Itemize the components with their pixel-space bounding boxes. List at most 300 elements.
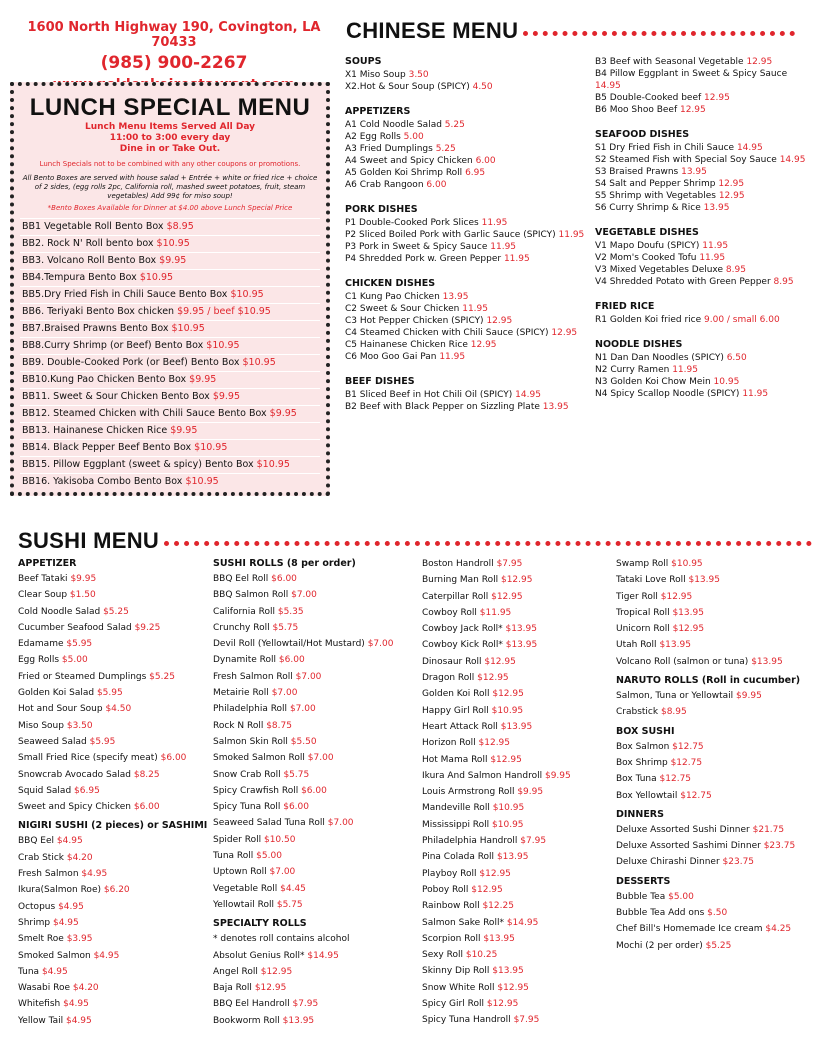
item-name: Fresh Salmon Roll xyxy=(213,671,293,682)
item-price: $4.20 xyxy=(72,983,99,994)
item-name: Spicy Tuna Handroll xyxy=(422,1015,511,1026)
spacer xyxy=(595,288,810,301)
item-price: $6.00 xyxy=(301,785,327,796)
item-name: B6 Moo Shoo Beef xyxy=(595,105,678,115)
item-name: X1 Miso Soup xyxy=(345,70,406,80)
item-price: 11.95 xyxy=(503,254,530,264)
item-name: Dinosaur Roll xyxy=(422,656,482,667)
menu-item xyxy=(20,371,320,388)
item-price: 4.50 xyxy=(472,82,493,92)
menu-item xyxy=(213,652,418,668)
item-price: $5.00 xyxy=(256,851,282,862)
item-name: BB5.Dry Fried Fish in Chili Sauce Bento Box xyxy=(22,289,228,300)
item-name: Tataki Love Roll xyxy=(616,575,686,586)
menu-item xyxy=(18,899,210,915)
menu-item xyxy=(345,303,587,315)
menu-item xyxy=(18,718,210,734)
item-price: 12.95 xyxy=(718,179,745,189)
item-price: $13.95 xyxy=(282,1015,315,1026)
item-price: 10.95 xyxy=(713,377,740,387)
menu-item xyxy=(422,784,612,800)
category-heading: SUSHI ROLLS (8 per order) xyxy=(213,558,356,569)
menu-item xyxy=(422,947,612,963)
item-price: $7.00 xyxy=(269,867,296,878)
menu-item xyxy=(213,799,418,815)
item-price: 11.95 xyxy=(699,253,726,263)
item-price: $10.50 xyxy=(263,834,296,845)
item-price: $12.95 xyxy=(260,966,293,977)
menu-item xyxy=(422,898,612,914)
item-price: $13.95 xyxy=(492,966,524,977)
item-name: BB6. Teriyaki Bento Box chicken xyxy=(22,306,175,317)
item-name: Dynamite Roll xyxy=(213,655,277,666)
item-price: 11.95 xyxy=(702,241,729,251)
menu-item xyxy=(595,388,810,400)
item-name: Bookworm Roll xyxy=(213,1015,280,1026)
item-price: 12.95 xyxy=(746,57,773,67)
item-price: $13.95 xyxy=(505,624,537,635)
menu-item xyxy=(422,931,612,947)
menu-item xyxy=(20,388,320,405)
category-heading: DESSERTS xyxy=(616,875,671,887)
menu-item xyxy=(20,337,320,354)
item-name: S2 Steamed Fish with Special Soy Sauce xyxy=(595,155,777,165)
menu-item xyxy=(422,719,612,735)
item-price: $9.95 / beef $10.95 xyxy=(177,306,271,317)
category-heading: BOX SUSHI xyxy=(616,725,675,737)
menu-item xyxy=(345,131,587,143)
menu-item xyxy=(422,654,612,670)
item-price: 13.95 xyxy=(703,203,730,213)
item-price: $13.95 xyxy=(505,640,538,651)
category-heading: DINNERS xyxy=(616,808,664,820)
item-name: Hot Mama Roll xyxy=(422,754,488,765)
item-price: $10.95 xyxy=(185,476,219,487)
item-name: Mochi (2 per order) xyxy=(616,940,703,951)
spacer xyxy=(345,265,587,278)
category-heading: VEGETABLE DISHES xyxy=(595,227,699,238)
item-name: Spicy Crawfish Roll xyxy=(213,785,299,796)
menu-item xyxy=(345,253,587,265)
sushi-column-2 xyxy=(213,556,418,1029)
menu-item xyxy=(595,142,810,154)
item-name: Golden Koi Roll xyxy=(422,689,490,700)
spacer xyxy=(345,363,587,376)
menu-item xyxy=(422,980,612,996)
item-price: 14.95 xyxy=(779,155,806,165)
item-name: A3 Fried Dumplings xyxy=(345,144,433,154)
menu-item xyxy=(345,229,587,241)
item-price: $6.00 xyxy=(133,802,160,813)
item-price: 9.00 / small 6.00 xyxy=(704,315,780,325)
item-price: 5.00 xyxy=(403,132,424,142)
menu-item xyxy=(18,833,210,849)
menu-item xyxy=(422,768,612,784)
item-name: Tiger Roll xyxy=(616,591,658,602)
item-name: C4 Steamed Chicken with Chili Sauce (SPICY) xyxy=(345,328,549,338)
item-price: $9.95 xyxy=(159,255,187,266)
lunch-hours-line2: 11:00 to 3:00 every day xyxy=(109,133,231,143)
item-name: Snow White Roll xyxy=(422,982,495,993)
item-name: Squid Salad xyxy=(18,785,72,796)
item-price: $4.95 xyxy=(58,901,84,912)
menu-item xyxy=(345,167,587,179)
item-price: 8.95 xyxy=(725,265,746,275)
item-name: B1 Sliced Beef in Hot Chili Oil (SPICY) xyxy=(345,390,513,400)
item-price: $12.95 xyxy=(477,673,509,684)
item-name: Cold Noodle Salad xyxy=(18,606,101,617)
menu-item xyxy=(20,235,320,252)
item-name: Whitefish xyxy=(18,999,61,1010)
item-price: $7.95 xyxy=(520,836,547,847)
item-name: S1 Dry Fried Fish in Chili Sauce xyxy=(595,143,735,153)
item-price: 12.95 xyxy=(551,328,578,338)
item-price: $10.25 xyxy=(465,950,498,961)
item-name: P1 Double-Cooked Pork Slices xyxy=(345,218,479,228)
menu-item xyxy=(213,848,418,864)
category-heading: BEEF DISHES xyxy=(345,376,415,387)
item-name: Caterpillar Roll xyxy=(422,591,489,602)
item-price: $5.50 xyxy=(290,736,317,747)
menu-item xyxy=(18,866,210,882)
item-name: C3 Hot Pepper Chicken (SPICY) xyxy=(345,316,484,326)
item-name: B5 Double-Cooked beef xyxy=(595,93,702,103)
item-name: Vegetable Roll xyxy=(213,883,278,894)
menu-item xyxy=(18,915,210,931)
item-name: Happy Girl Roll xyxy=(422,705,489,716)
menu-item xyxy=(213,996,418,1012)
item-name: Mandeville Roll xyxy=(422,803,490,814)
item-price: $10.95 xyxy=(492,819,524,830)
menu-item xyxy=(18,850,210,866)
item-price: $13.95 xyxy=(672,607,704,618)
item-name: Unicorn Roll xyxy=(616,624,670,635)
item-name: Snowcrab Avocado Salad xyxy=(18,769,131,780)
item-price: $3.95 xyxy=(66,934,93,945)
item-price: $12.25 xyxy=(482,901,514,912)
item-name: P4 Shredded Pork w. Green Pepper xyxy=(345,254,502,264)
menu-item xyxy=(616,688,812,704)
item-name: Octopus xyxy=(18,901,56,912)
item-price: $23.75 xyxy=(722,857,755,868)
item-name: Salmon Sake Roll* xyxy=(422,917,504,928)
item-price: $5.00 xyxy=(668,891,694,902)
item-price: $5.25 xyxy=(149,671,175,682)
item-name: S4 Salt and Pepper Shrimp xyxy=(595,179,716,189)
item-name: C1 Kung Pao Chicken xyxy=(345,292,440,302)
item-name: BB1 Vegetable Roll Bento Box xyxy=(22,221,164,232)
item-price: $10.95 xyxy=(139,272,174,283)
item-name: V2 Mom's Cooked Tofu xyxy=(595,253,697,263)
item-name: X2.Hot & Sour Soup (SPICY) xyxy=(345,82,470,92)
item-price: $12.95 xyxy=(660,591,693,602)
menu-item xyxy=(20,286,320,303)
item-name: B4 Pillow Eggplant in Sweet & Spicy Sauce xyxy=(595,69,788,79)
menu-item xyxy=(422,800,612,816)
menu-item xyxy=(345,291,587,303)
item-name: V1 Mapo Doufu (SPICY) xyxy=(595,241,700,251)
item-price: 6.00 xyxy=(426,180,447,190)
item-name: Swamp Roll xyxy=(616,559,669,569)
item-price: $12.95 xyxy=(490,754,522,765)
item-price: $13.95 xyxy=(483,933,515,944)
menu-item xyxy=(20,405,320,422)
item-name: Tropical Roll xyxy=(616,607,670,618)
chinese-menu-title: CHINESE MENU xyxy=(346,18,519,43)
item-name: C6 Moo Goo Gai Pan xyxy=(345,352,437,362)
item-name: Hot and Sour Soup xyxy=(18,704,103,715)
menu-item xyxy=(616,654,812,670)
item-name: Cowboy Kick Roll* xyxy=(422,640,503,651)
menu-item xyxy=(345,401,587,413)
item-price: $10.95 xyxy=(230,289,264,300)
menu-item xyxy=(422,849,612,865)
item-price: $12.75 xyxy=(672,741,704,752)
item-price: 14.95 xyxy=(736,143,763,153)
item-price: $5.95 xyxy=(66,639,93,650)
item-name: BB13. Hainanese Chicken Rice xyxy=(22,425,168,436)
item-price: 6.50 xyxy=(726,353,747,363)
item-price: 14.95 xyxy=(595,81,621,91)
menu-item xyxy=(595,314,810,326)
item-price: 5.25 xyxy=(444,120,465,130)
menu-item xyxy=(616,921,812,937)
menu-item xyxy=(595,264,810,276)
menu-item xyxy=(422,703,612,719)
menu-item xyxy=(213,815,418,831)
item-name: * denotes roll contains alcohol xyxy=(213,934,350,945)
menu-item xyxy=(345,155,587,167)
item-price: $4.95 xyxy=(41,966,68,977)
item-name: Ikura(Salmon Roe) xyxy=(18,885,101,896)
item-name: Chef Bill's Homemade Ice cream xyxy=(616,924,763,935)
item-name: N3 Golden Koi Chow Mein xyxy=(595,377,711,387)
menu-item xyxy=(18,652,210,668)
heading-divider xyxy=(164,541,812,546)
menu-item xyxy=(213,620,418,636)
item-name: A6 Crab Rangoon xyxy=(345,180,424,190)
menu-item xyxy=(213,897,418,913)
item-price: $12.95 xyxy=(497,982,529,993)
menu-item xyxy=(595,376,810,388)
item-name: Golden Koi Salad xyxy=(18,688,95,699)
item-price: $7.00 xyxy=(295,671,322,682)
lunch-hours-line1: Lunch Menu Items Served All Day xyxy=(84,122,256,132)
menu-item xyxy=(20,354,320,371)
item-name: Yellowtail Roll xyxy=(213,899,274,910)
menu-item xyxy=(18,669,210,685)
menu-item xyxy=(616,621,812,637)
sushi-column-1 xyxy=(18,556,210,1029)
item-name: BB7.Braised Prawns Bento Box xyxy=(22,323,169,334)
item-price: $12.75 xyxy=(670,757,703,768)
item-name: Crab Stick xyxy=(18,852,64,863)
category-heading: CHICKEN DISHES xyxy=(345,278,436,289)
menu-item xyxy=(18,964,210,980)
menu-item xyxy=(616,771,812,787)
item-name: Louis Armstrong Roll xyxy=(422,787,515,798)
menu-item xyxy=(18,1013,210,1029)
category-heading: NIGIRI SUSHI (2 pieces) or SASHIMI xyxy=(18,820,208,832)
menu-item xyxy=(213,669,418,685)
menu-item xyxy=(616,938,812,954)
menu-item xyxy=(213,931,418,947)
menu-item xyxy=(18,701,210,717)
menu-item xyxy=(213,750,418,766)
menu-item xyxy=(213,881,418,897)
menu-item xyxy=(616,755,812,771)
item-name: Crunchy Roll xyxy=(213,622,270,633)
menu-item xyxy=(213,636,418,652)
item-name: B2 Beef with Black Pepper on Sizzling Plate xyxy=(345,402,540,412)
item-name: Sexy Roll xyxy=(422,950,463,961)
spacer xyxy=(595,116,810,129)
item-name: N2 Curry Ramen xyxy=(595,365,670,375)
spacer xyxy=(345,93,587,106)
item-name: Playboy Roll xyxy=(422,868,477,879)
item-name: Box Salmon xyxy=(616,741,670,752)
item-price: $7.00 xyxy=(291,590,317,601)
menu-item xyxy=(616,572,812,588)
menu-item xyxy=(616,905,812,921)
menu-item xyxy=(213,587,418,603)
menu-item xyxy=(213,685,418,701)
item-price: $9.95 xyxy=(269,408,297,419)
item-price: $9.95 xyxy=(736,691,762,702)
menu-item xyxy=(213,948,418,964)
menu-item xyxy=(213,604,418,620)
item-price: $7.00 xyxy=(271,688,298,699)
bento-list xyxy=(20,218,320,490)
item-name: Deluxe Chirashi Dinner xyxy=(616,857,720,868)
menu-item xyxy=(213,864,418,880)
menu-item xyxy=(595,56,810,68)
item-price: $9.95 xyxy=(189,374,217,385)
item-name: Scorpion Roll xyxy=(422,933,481,944)
item-price: $7.00 xyxy=(327,818,354,829)
item-price: 5.25 xyxy=(435,144,456,154)
item-name: BB4.Tempura Bento Box xyxy=(22,272,137,283)
item-name: Volcano Roll (salmon or tuna) xyxy=(616,656,749,667)
item-price: 12.95 xyxy=(718,191,745,201)
item-name: Horizon Roll xyxy=(422,738,476,749)
menu-item xyxy=(595,166,810,178)
category-heading: APPETIZER xyxy=(18,558,77,569)
sushi-column-3 xyxy=(422,556,612,1029)
item-price: $4.95 xyxy=(81,869,108,880)
item-price: $6.00 xyxy=(283,802,309,813)
item-price: 12.95 xyxy=(470,340,497,350)
sushi-menu-heading xyxy=(18,528,812,554)
item-price: $10.95 xyxy=(671,559,703,569)
item-name: Skinny Dip Roll xyxy=(422,966,490,977)
item-name: Small Fried Rice (specify meat) xyxy=(18,753,158,764)
heading-divider xyxy=(523,31,795,36)
item-price: $8.75 xyxy=(266,720,292,731)
menu-item xyxy=(213,734,418,750)
item-name: BB10.Kung Pao Chicken Bento Box xyxy=(22,374,187,385)
category-heading: NOODLE DISHES xyxy=(595,339,683,350)
item-name: Seaweed Salad Tuna Roll xyxy=(213,818,325,829)
menu-item xyxy=(20,218,320,235)
menu-item xyxy=(595,104,810,116)
menu-item xyxy=(616,788,812,804)
menu-item xyxy=(213,832,418,848)
item-price: $4.50 xyxy=(105,704,132,715)
address: 1600 North Highway 190, Covington, LA 70433 xyxy=(27,20,321,50)
menu-item xyxy=(20,252,320,269)
menu-item xyxy=(345,327,587,339)
menu-item xyxy=(18,571,210,587)
menu-item xyxy=(345,241,587,253)
item-name: Smoked Salmon Roll xyxy=(213,753,305,764)
menu-item xyxy=(595,240,810,252)
item-price: $9.95 xyxy=(70,574,97,584)
item-price: $11.95 xyxy=(479,607,512,618)
item-price: 11.95 xyxy=(672,365,698,375)
item-name: Ikura And Salmon Handroll xyxy=(422,770,543,781)
item-name: Salmon, Tuna or Yellowtail xyxy=(616,691,734,702)
item-price: $9.95 xyxy=(170,425,198,436)
item-name: Smoked Salmon xyxy=(18,950,91,961)
item-price: $12.95 xyxy=(471,884,503,895)
item-name: V3 Mixed Vegetables Deluxe xyxy=(595,265,724,275)
menu-item xyxy=(345,179,587,191)
menu-item xyxy=(595,190,810,202)
item-price: $4.20 xyxy=(66,852,93,863)
item-price: 6.00 xyxy=(475,156,496,166)
item-price: $10.95 xyxy=(256,459,290,470)
item-name: Tuna xyxy=(18,966,40,977)
item-price: $5.95 xyxy=(89,736,116,747)
menu-item xyxy=(345,339,587,351)
item-price: $4.95 xyxy=(52,917,79,928)
menu-item xyxy=(345,389,587,401)
item-price: $5.35 xyxy=(277,606,304,617)
item-price: $13.95 xyxy=(496,852,529,863)
item-price: $7.00 xyxy=(307,753,334,764)
item-name: Box Tuna xyxy=(616,774,657,785)
item-price: $5.75 xyxy=(272,622,299,633)
item-price: $10.95 xyxy=(156,238,190,249)
phone-number[interactable]: (985) 900-2267 xyxy=(100,53,248,73)
item-price: $10.95 xyxy=(206,340,240,351)
item-name: Box Yellowtail xyxy=(616,790,678,801)
item-price: $5.00 xyxy=(61,655,88,666)
item-price: $4.45 xyxy=(280,883,306,894)
spacer xyxy=(595,326,810,339)
menu-item xyxy=(595,92,810,104)
menu-item xyxy=(595,202,810,214)
menu-item xyxy=(345,81,587,93)
item-name: BB3. Volcano Roll Bento Box xyxy=(22,255,157,266)
item-name: P3 Pork in Sweet & Spicy Sauce xyxy=(345,242,488,252)
item-name: BB11. Sweet & Sour Chicken Bento Box xyxy=(22,391,210,402)
item-price: 6.95 xyxy=(465,168,486,178)
item-price: $.50 xyxy=(707,908,728,919)
menu-item xyxy=(18,980,210,996)
item-price: 11.95 xyxy=(742,389,769,399)
item-price: $9.25 xyxy=(134,622,161,633)
item-name: Mississippi Roll xyxy=(422,819,490,830)
item-price: $12.95 xyxy=(254,983,287,994)
item-name: Sweet and Spicy Chicken xyxy=(18,802,131,813)
menu-item xyxy=(422,621,612,637)
item-price: $21.75 xyxy=(752,824,785,835)
category-heading: PORK DISHES xyxy=(345,204,418,215)
item-name: Crabstick xyxy=(616,707,659,718)
item-price: $6.00 xyxy=(271,574,297,584)
